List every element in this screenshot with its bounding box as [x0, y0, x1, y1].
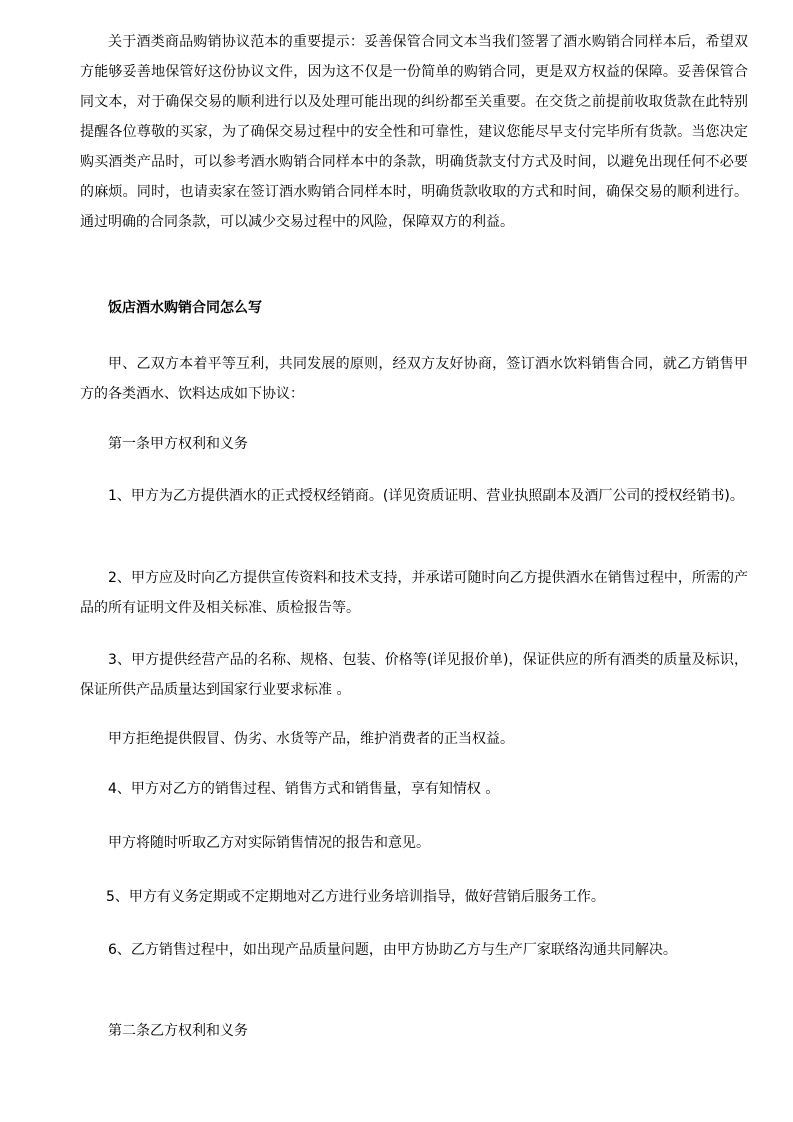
- article1-item6: 6、乙方销售过程中，如出现产品质量问题，由甲方协助乙方与生产厂家联络沟通共同解决。: [108, 942, 677, 958]
- intro-paragraph: 关于酒类商品购销协议范本的重要提示：妥善保管合同文本当我们签署了酒水购销合同样本后，希望双方能够妥善地保管好这份协议文件，因为这不仅是一份简单的购销合同，更是双方权益的保障。妥善保管合同文本，对于确保交易的顺利进行以及处理可能出现的纠纷都至关重要。在交货之前提前收取货款在此特别提醒各位尊敬的买家，为了确保交易过程中的安全性和可靠性，建议您能尽早支付完毕所有货款。当您决定购买酒类产品时，可以参考酒水购销合同样本中的条款，明确货款支付方式及时间，以避免出现任何不必要的麻烦。同时，也请卖家在签订酒水购销合同样本时，明确货款收取的方式和时间，确保交易的顺利进行。通过明确的合同条款，可以减少交易过程中的风险，保障双方的利益。: [80, 34, 748, 230]
- section-title: 饭店酒水购销合同怎么写: [108, 300, 262, 316]
- article1-item2: 2、甲方应及时向乙方提供宣传资料和技术支持，并承诺可随时向乙方提供酒水在销售过程中，所需的产品的所有证明文件及相关标准、质检报告等。: [80, 570, 748, 616]
- article1-item1: 1、甲方为乙方提供酒水的正式授权经销商。(详见资质证明、营业执照副本及酒厂公司的授权经销书)。: [108, 488, 744, 504]
- article1-item4: 4、甲方对乙方的销售过程、销售方式和销售量，享有知情权 。: [108, 781, 500, 797]
- article1-item4-note: 甲方将随时听取乙方对实际销售情况的报告和意见。: [108, 835, 430, 851]
- article1-item3-note: 甲方拒绝提供假冒、伪劣、水货等产品，维护消费者的正当权益。: [108, 731, 514, 747]
- article1-title: 第一条甲方权利和义务: [108, 436, 248, 452]
- preamble-paragraph: 甲、乙双方本着平等互利，共同发展的原则，经双方友好协商，签订酒水饮料销售合同，就乙方销售甲方的各类酒水、饮料达成如下协议：: [80, 356, 748, 402]
- article1-item3: 3、甲方提供经营产品的名称、规格、包装、价格等(详见报价单)，保证供应的所有酒类的质量及标识，保证所供产品质量达到国家行业要求标准 。: [80, 652, 748, 698]
- article2-title: 第二条乙方权利和义务: [108, 1023, 248, 1039]
- article1-item5: 5、甲方有义务定期或不定期地对乙方进行业务培训指导，做好营销后服务工作。: [106, 889, 605, 905]
